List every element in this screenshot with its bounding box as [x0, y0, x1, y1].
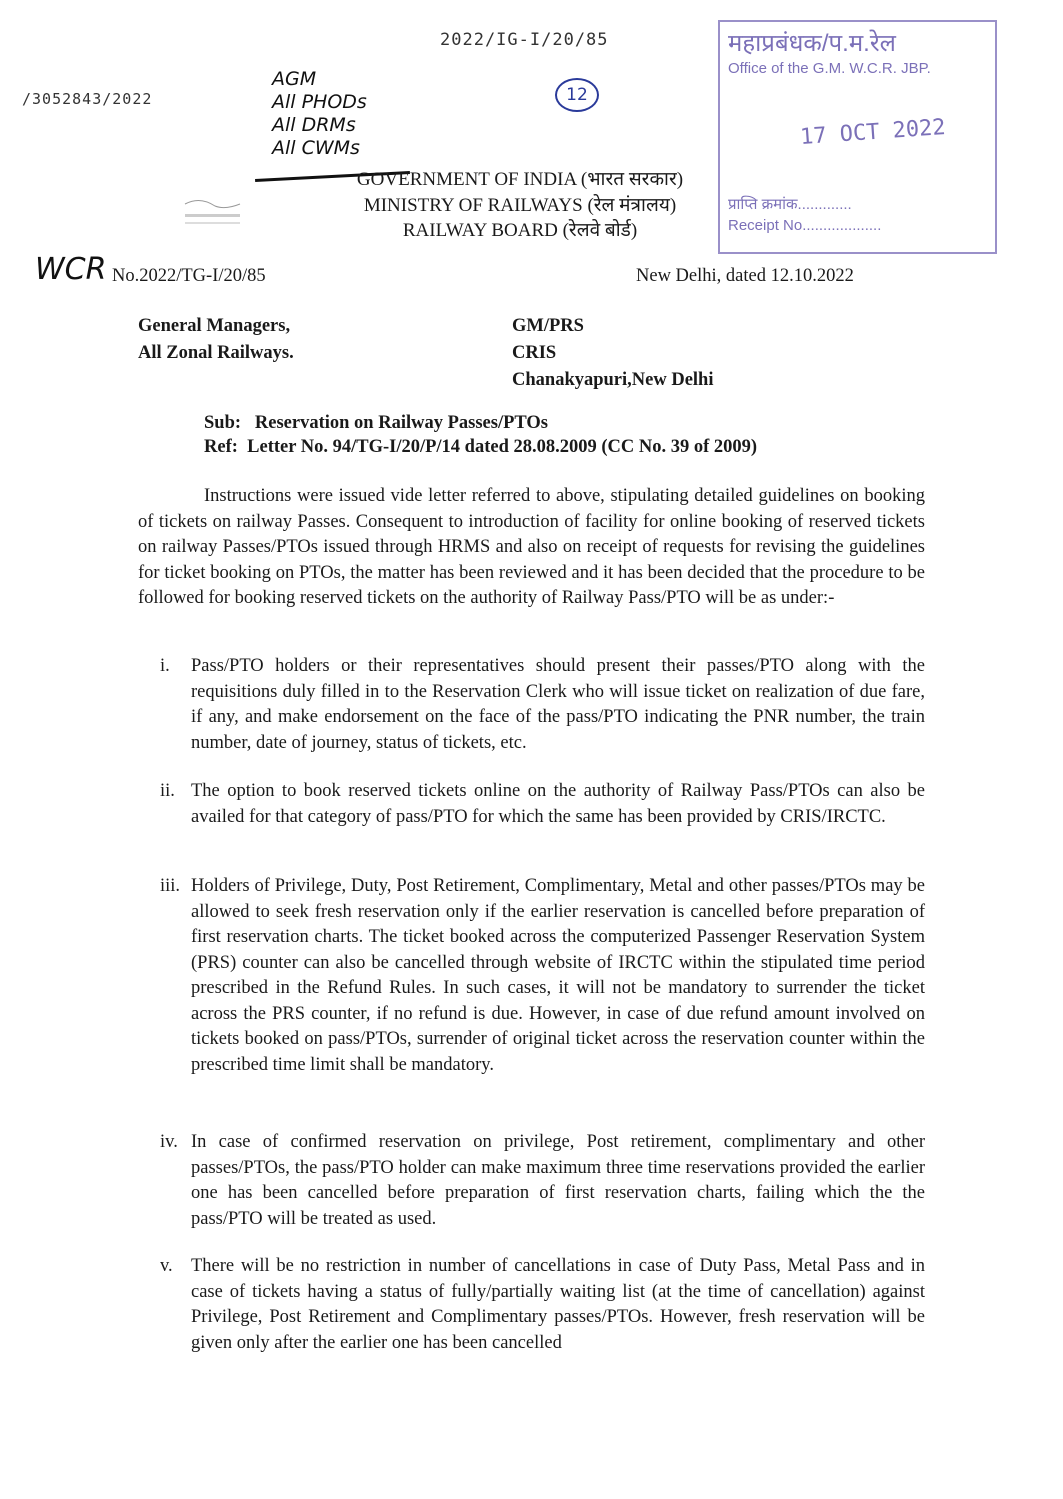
list-item-text: The option to book reserved tickets online on the authority of Railway Pass/PTOs can also be availed for that category of pass/PTO for which the same has been provided by CRIS/IRCTC. [191, 781, 925, 827]
list-item [160, 779, 925, 830]
list-marker: v. [160, 1256, 173, 1276]
list-item-text: In case of confirmed reservation on privilege, Post retirement, complimentary and other passes/PTOs, the pass/PTO holder can make maximum three time reservations provided the earlier one has been cancelled before preparation of first reservation charts, failing which the the pass/PTO will be treated as used. [191, 1132, 925, 1229]
addressee: Chanakyapuri,New Delhi [512, 370, 714, 390]
addressee: General Managers, [138, 316, 291, 336]
list-marker: iv. [160, 1132, 178, 1152]
stamp-receipt: Receipt No................... [728, 217, 882, 234]
addressee: GM/PRS [512, 316, 584, 336]
list-marker: iii. [160, 876, 181, 896]
list-item [160, 1130, 925, 1232]
addressee: All Zonal Railways. [138, 343, 294, 363]
letterhead-board: RAILWAY BOARD (रेलवे बोर्ड) [402, 220, 638, 241]
intro-paragraph: Instructions were issued vide letter referred to above, stipulating detailed guidelines on booking of tickets on railway Passes. Consequent to introduction of facility for online booking of reserved tickets on railway Passes/PTOs issued through HRMS and also on receipt of requests for revising the guidelines for ticket booking on PTOs, the matter has been reviewed and it has been decided that the procedure to be followed for booking reserved tickets on the authority of Railway Pass/PTO will be as under:- [138, 486, 925, 608]
list-item-text: There will be no restriction in number of cancellations in case of Duty Pass, Metal Pass and in case of tickets having a status of fully/partially waiting list (at the time of cancellation) against Privilege, Post Retirement and Complimentary passes/PTOs. However, fresh reservation will be given only after the earlier one has been cancelled [191, 1256, 925, 1353]
reference-line: Ref: Letter No. 94/TG-I/20/P/14 dated 28.08.2009 (CC No. 39 of 2009) [204, 437, 758, 457]
handwritten-distribution [272, 68, 367, 160]
addressee: CRIS [512, 343, 557, 363]
letterhead-ministry: MINISTRY OF RAILWAYS (रेल मंत्रालय) [363, 195, 677, 216]
stamp-hindi: महाप्रबंधक/प.म.रेल [728, 30, 896, 57]
stamp-date: 17 OCT 2022 [799, 114, 947, 151]
addressees-right [512, 313, 713, 394]
side-reference: /3052843/2022 [22, 90, 153, 108]
file-reference: 2022/IG-I/20/85 [440, 30, 609, 50]
list-item [160, 654, 925, 756]
letterhead-government: GOVERNMENT OF INDIA (भारत सरकार) [356, 169, 684, 190]
zone-marking: WCR [35, 252, 107, 287]
letter-number: No.2022/TG-I/20/85 [112, 266, 266, 286]
folio-number: 12 [555, 78, 599, 112]
list-item [160, 874, 925, 1078]
handwritten-line: All DRMs [272, 114, 356, 136]
stamp-receipt-hindi: प्राप्ति क्रमांक............. [728, 196, 852, 213]
list-marker: ii. [160, 781, 175, 801]
list-marker: i. [160, 656, 170, 676]
handwritten-line: AGM [272, 68, 317, 90]
list-item-text: Holders of Privilege, Duty, Post Retirement, Complimentary, Metal and other passes/PTOs may be allowed to seek fresh reservation only if the earlier reservation is cancelled before preparation of first reservation charts. The ticket booked across the computerized Passenger Reservation System (PRS) counter can also be cancelled through website of IRCTC within the stipulated time period prescribed in the Refund Rules. In such cases, it will not be mandatory to surrender the ticket across the PRS counter, if no refund is due. However, in case of due refund amount involved on tickets booked on pass/PTOs, surrender of original ticket across the reservation counter within the prescribed time limit shall be mandatory. [191, 876, 925, 1075]
handwritten-line: All CWMs [272, 137, 360, 159]
subject-line: Sub: Reservation on Railway Passes/PTOs [204, 413, 548, 433]
list-item-text: Pass/PTO holders or their representatives should present their passes/PTO along with the requisitions duly filled in to the Reservation Clerk who will issue ticket on realization of due fare, if any, and make endorsement on the face of the pass/PTO indicating the PNR number, the train number, date of journey, status of tickets, etc. [191, 656, 925, 753]
letter-date: New Delhi, dated 12.10.2022 [636, 266, 854, 286]
stamp-office: Office of the G.M. W.C.R. JBP. [728, 60, 931, 77]
addressees-left [138, 313, 294, 367]
handwritten-line: All PHODs [272, 91, 367, 113]
list-item [160, 1254, 925, 1356]
